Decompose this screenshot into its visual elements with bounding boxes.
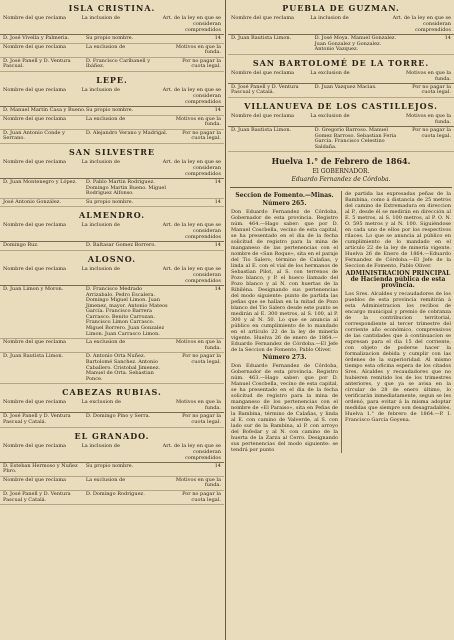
table-cell: José Antonio González. <box>3 198 62 205</box>
header-cell: Art. de la ley en que se consideran comprendidos <box>392 15 451 33</box>
notice-number-2: Número 273. <box>262 354 307 362</box>
table-cell: Nombre del que reclama <box>3 115 67 122</box>
header-cell: Art. de la ley en que se consideran comprendidos <box>162 442 221 461</box>
table-cell: 14 <box>214 178 221 185</box>
table-cell: D. Manuel Martín Casa y Bueno. <box>3 106 86 113</box>
table-row <box>0 179 224 199</box>
signature-title: El GOBERNADOR. <box>312 168 370 176</box>
table-row <box>0 413 224 427</box>
table-row <box>0 242 224 251</box>
header-cell: La exclusion de <box>310 69 350 76</box>
table-cell: D. Antonio Orta Nuñez. Bartolomé Sanchez. Antonio Caballero. Cristobal Jimenez. Manuel de Orta. Sebastian Ponce. <box>85 353 160 382</box>
notice-text-2: Don Eduardo Fernandez de Córdoba, Gobernador de esta provincia. Registro núm. 463.—Hago saber: que por D. Manuel Coscbella, vecino de esta capital, se ha presentado en el dia de la fecha solicitud de registro para la mina de manganeso de los pertenencias con el nombre de «El Paraiso», sita en Peñas de la Bambina, término de Calañas, y linda al E. con camino de Valverde, al S. con lado sur de la Bambina, al P. con arroyo del Bofedar y al N. con camino de la huerta de la Zarza al Cerro. Designando sus pertenencias del modo siguiente: se tendrá por punto <box>231 363 338 454</box>
table-cell: D. Alejandro Verano y Madrigal. <box>85 129 168 136</box>
header-cell: Nombre del que reclama <box>231 15 295 21</box>
table-cell: D. José Panell y D. Ventura Pascual y Catalá. <box>231 83 299 96</box>
header-cell: La inclusion de <box>310 15 349 21</box>
table-cell: D. Esteban Hermoso y Nuñez Pbro. <box>3 462 78 475</box>
header-cell: Nombre del que reclama <box>3 399 67 406</box>
table-cell: D. Josè Panell y D. Ventura Pascual. <box>3 57 71 70</box>
header-cell: Nombre del que reclama <box>3 158 67 165</box>
table-cell: Nombre del que reclama <box>3 43 67 50</box>
right-sections <box>228 3 454 152</box>
table-row <box>0 477 224 491</box>
header-cell: La inclusion de <box>81 86 120 93</box>
table-cell: Motivos en que la funda. <box>175 476 221 489</box>
table-cell: D. Baltasar Gomez Borrero. <box>85 242 156 249</box>
table-header <box>0 265 224 286</box>
date-line: Huelva 1.° de Febrero de 1864. <box>271 156 411 167</box>
table-cell: D. Pablo Martin Rodriguez. Domingo Martin Bueno. Miguel Rodriguez Alfonso. <box>85 178 166 197</box>
left-column <box>0 0 224 640</box>
table-header <box>0 86 224 107</box>
table-cell: D. José Vivella y Palmeria. <box>3 35 70 41</box>
header-cell: Nombre del que reclama <box>3 15 67 21</box>
table-cell: D. Juan Bautista Limon. <box>3 353 64 360</box>
table-cell: Por no pagar la cuota legal. <box>412 126 451 139</box>
header-cell: La inclusion de <box>81 442 120 449</box>
table-cell: D. Francisco Medrado Arrizabalo. Pedro Escalera. Domingo Miguel Limon. Juan Jimenez, mayor. Antonio Mateos García. Francisco Barrera Carrasco. Benito Carrozan. Francisco Limon Carrasco. Miguel Borrero. Juan Gonzalez Limon. Juan Carrasco Limon. <box>85 285 168 337</box>
table-cell: D. Francisco Caríbanell y Ibáñez. <box>85 57 151 70</box>
table-header <box>0 398 224 413</box>
table-cell: Su propio nombre. <box>85 198 134 205</box>
header-cell: Nombre del que reclama <box>3 265 67 272</box>
table-header <box>0 158 224 179</box>
header-cell: La inclusion de <box>81 15 120 21</box>
header-cell: La inclusion de <box>81 158 120 165</box>
town-heading: SAN BARTOLOMÉ DE LA TORRE. <box>252 57 430 68</box>
table-row <box>0 339 224 353</box>
table-row <box>228 35 454 55</box>
table-row <box>0 58 224 72</box>
header-cell: Nombre del que reclama <box>231 112 295 119</box>
table-cell: D. José Moya. Manuel Gonzalez. Juan Gonzalez y Gonzalez. Antonio Vazquez. <box>314 35 397 53</box>
header-cell: La inclusion de <box>81 222 120 229</box>
table-header <box>228 69 454 84</box>
notice-col-left <box>228 191 341 453</box>
table-cell: Su propio nombre. <box>85 462 134 469</box>
table-row <box>0 353 224 384</box>
header-cell: Nombre del que reclama <box>231 69 295 76</box>
table-cell: 14 <box>214 462 221 469</box>
header-cell: Nombre del que reclama <box>3 222 67 229</box>
table-cell: La exclusion de <box>85 476 126 483</box>
town-heading: PUEBLA DE GUZMAN. <box>282 3 400 13</box>
table-cell: D. Domingo Pino y Serra. <box>85 413 151 420</box>
table-cell: D. Juan Bautista Limon. <box>231 35 292 41</box>
table-cell: D. Gregorio Barroso. Manuel Gomez Barroso. Sebastian Feria García. Francisco Celestino Saldaña. <box>314 126 397 150</box>
table-cell: 14 <box>214 35 221 41</box>
header-cell: Art. de la ley en que se consideran comprendidos <box>162 86 221 105</box>
town-heading: EL GRANADO. <box>74 430 150 441</box>
town-heading: SAN SILVESTRE <box>68 146 156 157</box>
notice-text: Don Eduardo Fernandez de Córdoba, Gobernador de esta provincia. Registro núm. 464.—Hago saber: que por D. Manuel Coscbella, vecino de esta capital, se ha presentado en el dia de la fecha solicitud de registro para la mina de manganeso de las pertenencias con el nombre de «San Roque», sita en el paraje del Tio Salero, término de Calañas, y linda al E. con el vial de los hermanos de Sebastian Pilot, al S. con terrenos de Pozo blanco, y P. el hueco llamado del Pozo blanco y al N. con huertas de la Ribiléna. Designando sus pertenencias del modo siguiente: punto de partida las peñas que se hallan en la mitad de Pozo blanco del Tio Salero desde este punto se medirán al E. 300 metros, al S. 100, al P. 300 y al N. 50. Lo que se anuncia al público en cumplimiento de lo mandado en el artículo 22 de la ley de minería vigente. Huelva 26 de enero de 1864.—Eduardo Fernandez de Córdoba.—El Jefe de la Seccion de Fomento, Pablo Oliver. <box>231 209 338 354</box>
notice-columns <box>228 191 454 453</box>
table-header <box>0 221 224 242</box>
table-row <box>0 463 224 477</box>
table-row <box>0 107 224 116</box>
notice-col-right <box>341 191 454 453</box>
table-cell: 14 <box>214 285 221 292</box>
table-row <box>0 44 224 58</box>
header-cell: Nombre del que reclama <box>3 86 67 93</box>
table-header <box>0 442 224 463</box>
header-cell: La inclusion de <box>81 265 120 272</box>
town-heading: ISLA CRISTINA. <box>68 3 156 13</box>
header-cell: Art. de la ley en que se consideran comprendidos <box>162 158 221 177</box>
admin-title: ADMINISTRACION PRINCIPAL de Hacienda pública de esta provincia. <box>345 270 451 290</box>
header-cell: Art. de la ley en que se consideran comprendidos <box>162 222 221 241</box>
table-row <box>0 116 224 130</box>
notice-number: Número 265. <box>262 200 307 208</box>
table-row <box>0 199 224 208</box>
table-cell: D. José Panell y D. Ventura Pascual y Catalá. <box>3 490 71 503</box>
table-cell: Por no pagar la cuota legal. <box>182 353 221 366</box>
header-cell: La exclusion de <box>81 399 121 406</box>
right-column <box>228 0 454 640</box>
table-cell: Por no pagar la cuota legal. <box>182 57 221 70</box>
table-cell: D. Juan Montenegro y López. <box>3 178 77 185</box>
table-row <box>0 35 224 44</box>
table-cell: Motivos en que la funda. <box>175 43 221 56</box>
table-cell: D. Domingo Rodriguez. <box>85 490 145 497</box>
table-cell: D. Juan Bautista Limon. <box>231 126 292 133</box>
table-cell: La exclusion de <box>85 339 126 346</box>
table-cell: Por no pagar la cuota legal. <box>182 490 221 503</box>
rule <box>230 187 452 188</box>
table-row <box>228 84 454 98</box>
admin-text: Los Sres. Alcaldes y recaudadores de los pueblos de esta provincia remitirán á esta Administracion los recibos de encargo municipal y premio de cobranza de la contribucion territorial, correspondiente al tercer trimestre del corriente año económico, comprensivos de las cantidades que á continuacion se expresan para el dia 15 del corriente, con objeto de poderse hacer la formalizacion debida y cumplir con las órdenes de la superioridad. Al mismo tiempo esta oficina espera de los citados Sres. Alcaldes y recaudadores que no hubieren remitido los de los trimestres anteriores, y que ya se avisa en la circular de 28 de enero último, lo verificarán inmediatamente, segun se les ordenó, para evitar á la misma adoptar medidas que siempre son desagradables. Huelva 1.° de febrero de 1864.—P. I. Francisco García Goyena. <box>345 291 451 424</box>
table-cell: 14 <box>444 35 451 41</box>
town-heading: VILLANUEVA DE LOS CASTILLEJOS. <box>244 100 438 111</box>
table-cell: D. Juan Vazquez Macias. <box>314 83 377 90</box>
table-cell: D. José Panell y D. Ventura Pascual y Catalá. <box>3 413 71 425</box>
table-cell: Motivos en que la funda. <box>175 339 221 351</box>
header-cell: Nombre del que reclama <box>3 442 67 449</box>
table-cell: Motivos en que la funda. <box>175 115 221 128</box>
table-cell: Su propio nombre. <box>85 35 134 41</box>
column-divider <box>225 0 226 640</box>
table-row <box>0 491 224 505</box>
table-header <box>228 14 454 35</box>
header-cell: Art. de la ley en que se consideran comprendidos <box>162 265 221 284</box>
table-cell: La exclusion de <box>85 43 126 50</box>
header-cell: La exclusion de <box>310 112 350 119</box>
notice-title: Seccion de Fomento.—Minas. <box>235 192 334 200</box>
header-cell: Motivos en que la funda. <box>405 69 451 82</box>
table-cell: Nombre del que reclama <box>3 339 67 346</box>
table-header <box>0 14 224 35</box>
town-heading: LEPE. <box>96 74 128 85</box>
header-cell: Motivos en que la funda. <box>405 112 451 125</box>
table-cell: D. Juan Limon y Moron. <box>3 285 64 292</box>
notice-text-3: de partida las expresadas peñas de la Bambina, como á distancia de 25 metros del camino de Extremadura en direccion al P., desde él se medirán en dirección al E. 5 metros, al S. 100 metros, al P. O. N. O. 595 metros y al N. 100. Siguiéndose en cada uno de ellos por los respectivos rilaces. Lo que se anuncia al público en cumplimiento de lo mandado en el artículo 22 de la ley de minería vigente. Huelva 26 de Enero de 1864.—Eduardo Fernandez de Córdoba.—El Jefe de la Seccion de Fomento, Pablo Oliver. <box>345 191 451 270</box>
table-cell: La exclusion de <box>85 115 126 122</box>
table-cell: Por no pagar la cuota legal. <box>182 129 221 142</box>
town-heading: ALMENDRO. <box>79 210 145 221</box>
signature-name: Eduardo Fernandez de Córdoba. <box>291 176 391 184</box>
table-cell: D. Juan Antonio Conde y Serrano. <box>3 129 65 142</box>
table-cell: 14 <box>214 242 221 249</box>
town-heading: ALOSNO. <box>87 253 137 264</box>
table-cell: Domingo Ruz. <box>3 242 39 249</box>
town-heading: CABEZAS RUBIAS. <box>62 387 162 398</box>
table-row <box>228 127 454 152</box>
table-cell: Nombre del que reclama <box>3 476 67 483</box>
table-cell: Por no pagar la cuota legal. <box>412 83 451 96</box>
table-cell: Su propio nombre. <box>85 106 134 113</box>
table-cell: 14 <box>214 106 221 113</box>
table-cell: Por no pagar la cuota legal. <box>182 413 221 425</box>
table-header <box>228 112 454 127</box>
table-row <box>0 130 224 144</box>
table-row <box>0 286 224 339</box>
header-cell: Art. de la ley en que se consideran comprendidos <box>162 15 221 33</box>
header-cell: Motivos en que la funda. <box>175 399 221 412</box>
table-cell: 14 <box>214 198 221 205</box>
